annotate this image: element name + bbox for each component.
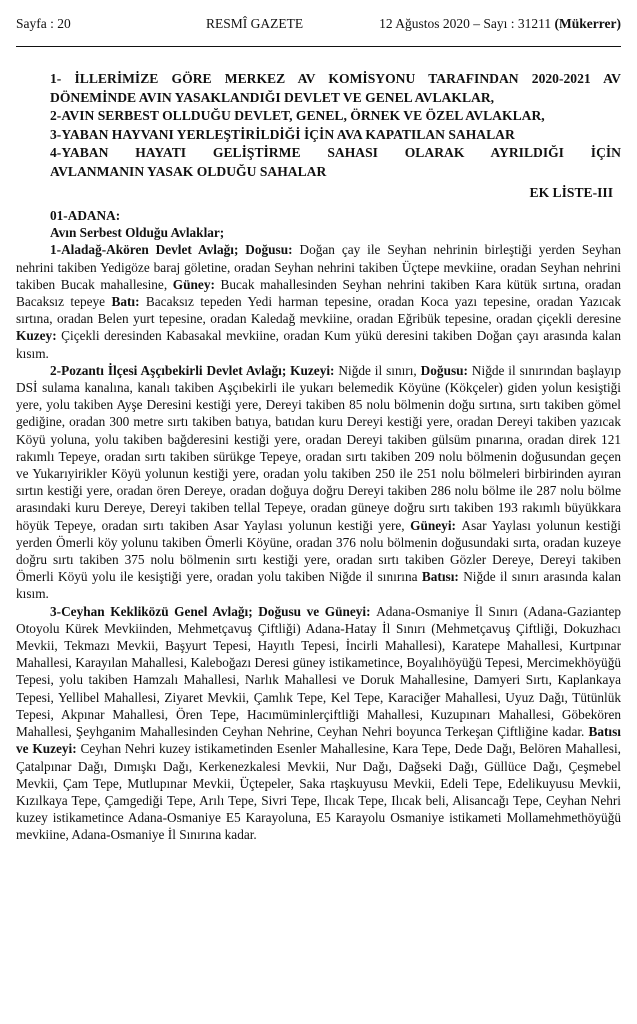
- bold-segment: Güney:: [172, 276, 221, 292]
- gazette-page: [16, 12, 621, 844]
- section-heading: Avın Serbest Olduğu Avlaklar;: [50, 225, 225, 241]
- bold-segment: Batı:: [111, 294, 146, 310]
- text-segment: Adana-Osmaniye İl Sınırı (Adana-Gaziantep Otoyolu Kürek Mevkiinden, Mehmetçavuş Çiftliği) Adana-Hatay İl Sınırı (Mehmetçavuş Çiftliği, Dokuzhacı Mevkii, Tekmazı Mevkii, Başyurt Tepesi, Hayıtlı Tepesi, İncirli Mahallesi), Karatepe Mahallesi, Kurtpınar Mahallesi, Karayılan Mahallesi, Kaleboğazı Deresi güney istikametince, Boyalıhöyüğü Tepesi, Mercimekhöyüğü Tepesi, yolu takiben Hamzalı Mahallesi, Narlık Mahallesi ve Doruk Mahallesine, Damyeri Sırtı, Kaplankaya Tepesi, Yellibel Mahallesi, Ziyaret Mevkii, Çamlık Tepe, Kel Tepe, Karaciğer Mahallesi, Uyuz Dağı, Tütünlük Tepesi, Akpınar Mahallesi, Ören Tepe, Hacımüminlerçiftliği Mahallesi, Kuzupınarı Mahallesi, Göbekören Mahallesi, Şeyhganim Mahallesinden Ceyhan Nehrine, Ceyhan Nehri boyunca Terkeşan Çiftliğine kadar.: [16, 603, 622, 740]
- text-segment: Asar Yaylası yolunun kestiği yerden Ömerli köy yolunu takiben Ömerli Köyüne, oradan 376 nolu bölmenin doğusundaki sırta, oradan kuzeye doğru sırtı takiben 375 nolu bölmenin sırtı kestiği yere, oradan sırtı takiben Gözler Dereye, Dereyi takiben Ömerli Köyü yolu ile kesiştiği yere, oradan yolu takiben Niğde il sınırına: [16, 517, 621, 585]
- paragraph: [16, 603, 621, 844]
- document-body: [16, 207, 621, 844]
- title-line: DÖNEMİNDE AVIN YASAKLANDIĞI DEVLET VE GENEL AVLAKLAR,: [50, 89, 495, 105]
- issue-info: [379, 16, 621, 32]
- title-line: 2-AVIN SERBEST OLLDUĞU DEVLET, GENEL, ÖRNEK VE ÖZEL AVLAKLAR,: [50, 108, 545, 123]
- page-number: Sayfa : 20: [16, 16, 71, 31]
- text-segment: Ceyhan Nehri kuzey istikametinden Esenler Mahallesine, Kara Tepe, Dede Dağı, Belören Mahallesi, Çatalpınar Dağı, Dımışkı Dağı, Kerkenezkalesi Mevkii, Nur Dağı, Dağseki Dağı, Güllüce Dağı, Çeşmebel Mevkii, Çam Tepe, Mutlupınar Mevkii, Üçtepeler, Saka rtaşkuyusu Mevkii, Edeli Tepe, Edelikuyusu Mevkii, Kızılkaya Tepe, Çamgediği Tepe, Arılı Tepe, Sivri Tepe, Ilıcak Tepe, Ilıcak beli, Alisancağı Tepe, Ceyhan Nehri kuzey istikametince Adana-Osmaniye E5 Karayoluna, E5 Karayolu Osmaniye istikameti Mollamehmethöyüğü mevkiine, Adana-Osmaniye İl Sınırına kadar.: [16, 741, 621, 843]
- bold-segment: Doğusu:: [420, 362, 472, 378]
- bold-segment: 3-Ceyhan Kekliközü Genel Avlağı; Doğusu ve Güneyi:: [50, 603, 377, 619]
- bold-segment: Kuzey:: [16, 328, 62, 344]
- bold-segment: 2-Pozantı İlçesi Aşçıbekirli Devlet Avlağı; Kuzeyi:: [50, 362, 339, 378]
- text-segment: Niğde il sınırı arasında kalan kısım.: [16, 569, 621, 602]
- gazette-name: RESMÎ GAZETE: [206, 16, 304, 31]
- paragraph: [16, 241, 621, 361]
- text-segment: Bacaksız tepeden Yedi harman tepesine, oradan Koca yazı tepesine, oradan Yazıcak sırtına, oradan Belen yurt tepesine, oradan Kaledağ mevkiine, oradan Eğribük tepesine, oradan çiçekli deresine: [16, 294, 621, 327]
- text-segment: Çiçekli deresinden Kabasakal mevkiine, oradan Kum yükü deresini takiben Doğan çayı arasında kalan kısım.: [16, 328, 621, 361]
- bold-segment: 1-Aladağ-Akören Devlet Avlağı; Doğusu:: [50, 242, 300, 258]
- issue-date: 12 Ağustos 2020 – Sayı : 31211: [379, 16, 555, 31]
- list-label: EK LİSTE-III: [529, 185, 613, 200]
- text-segment: Doğan çay ile Seyhan nehrinin birleştiği yerden Seyhan nehrini takiben Yedigöze baraj göletine, oradan Seyhan nehrini takiben Üçtepe mevkiine, oradan Seyhan nehrini takiben Bucak mahallesine,: [16, 242, 622, 292]
- province-heading: 01-ADANA:: [50, 208, 121, 223]
- title-line: 3-YABAN HAYVANI YERLEŞTİRİLDİĞİ İÇİN AVA KAPATILAN SAHALAR: [50, 126, 515, 142]
- title-line: 1- İLLERİMİZE GÖRE MERKEZ AV KOMİSYONU TARAFINDAN 2020-2021 AV: [50, 71, 621, 86]
- title-line: AVLANMANIN YASAK OLDUĞU SAHALAR: [50, 163, 327, 179]
- paragraph: [16, 362, 621, 603]
- text-segment: Niğde il sınırı,: [338, 362, 421, 378]
- header-rule: [16, 46, 621, 47]
- issue-extra: (Mükerrer): [554, 16, 621, 31]
- page-header: [16, 12, 621, 34]
- bold-segment: Batısı ve Kuzeyi:: [16, 724, 621, 757]
- title-line: 4-YABAN HAYATI GELİŞTİRME SAHASI OLARAK AYRILDIĞI İÇİN: [50, 145, 621, 160]
- bold-segment: Güneyi:: [410, 517, 462, 533]
- bold-segment: Batısı:: [421, 569, 464, 585]
- text-segment: Bucak mahallesinden Seyhan nehrini takiben Kara kütük sırtına, oradan Bacaksız tepeye: [16, 276, 621, 310]
- document-titles: [16, 70, 621, 181]
- text-segment: Niğde il sınırından başlayıp DSİ sulama kanalına, kanalı takiben Aşçıbekirli ile yukarı belemedik Köyüne (Kökçeler) giden yolun kesiştiği yere, yolu takiben Ayşe Deresini kestiği yere, Dereyi takiben 85 nolu bölmenin doğu sırtına, sırtı takiben gömel gediğine, oradan 300 metre sırtı takiben batıya, batıdan kuru Dereyi kestiği yere, oradan Dereyi takiben yazıcak Köyü yoluna, yolu takiben bağderesini kestiği yere, oradan Dereyi takiben gülsüm pınarına, oradan direk 121 rakımlı Tepeye, oradan sırtı takiben sürükge Tepeye, oradan sırtı takiben 209 nolu bölmenin doğusundan geçen ve Yukarıyirikler Köyü yolunun kestiği yere, oradan yolu takiben 250 ile 251 nolu bölmeleri birbirinden ayıran sırtın kestiği yere, oradan ören Dereye, oradan doğuya doğru Dereyi takiben 286 nolu bölme ile 287 nolu bölme arasındaki kuru Dereye, Dereyi takiben tellal Tepeye, oradan güneye doğru sırtı takiben 193 rakımlı büyükkara höyük Tepeye, oradan sırtı takiben Asar Yaylası yolunun kestiği yere,: [16, 362, 622, 533]
